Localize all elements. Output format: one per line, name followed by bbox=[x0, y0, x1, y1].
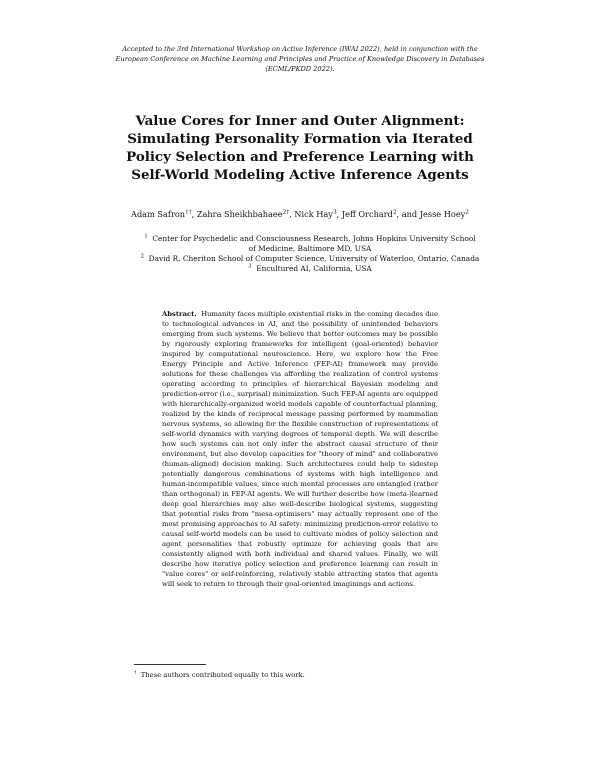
footnote-mark: † bbox=[134, 670, 137, 676]
affiliation-text: Center for Psychedelic and Consciousness Research, Johns Hopkins University School of Medicine, Baltimore MD, USA bbox=[152, 234, 476, 253]
affiliation-list bbox=[140, 234, 480, 274]
author-mark: 2 bbox=[465, 209, 469, 216]
abstract bbox=[162, 309, 438, 589]
paper-title: Value Cores for Inner and Outer Alignment: Simulating Personality Formation via Iterated Policy Selection and Preference Learning with Self-World Modeling Active Inference Agents bbox=[126, 113, 474, 183]
abstract-text: Humanity faces multiple existential risks in the coming decades due to technological advances in AI, and the possibility of unintended behaviors emerging from such systems. We believe that better outcomes may be possible by rigorously exploring frameworks for intelligent (goal-oriented) behavior inspired by computational neuroscience. Here, we explore how the Free Energy Principle and Active Inference (FEP-AI) framework may provide solutions for these challenges via affording the realization of control systems operating according to principles of hierarchical Bayesian modeling and prediction-error (i.e., surprisal) minimization. Such FEP-AI agents are equipped with hierarchically-organized world models capable of counterfactual planning, realized by the kinds of reciprocal message passing performed by mammalian nervous systems, so allowing for the flexible construction of representations of self-world dynamics with varying degrees of temporal depth. We will describe how such systems can not only infer the abstract causal structure of their environment, but also develop capacities for "theory of mind" and collaborative (human-aligned) decision making. Such architectures could help to sidestep potentially dangerous combinations of systems with high intelligence and human-incompatible values, since such mental processes are entangled (rather than orthogonal) in FEP-AI agents. We will further describe how (meta-)learned deep goal hierarchies may also well-describe biological systems, suggesting that potential risks from "mesa-optimisers" may actually represent one of the most promising approaches to AI safety: minimizing prediction-error relative to causal self-world models can be used to cultivate modes of policy selection and agent personalities that robustly optimize for achieving goals that are consistently aligned with both individual and shared values. Finally, we will describe how iterative policy selection and preference learning can result in "value cores" or self-reinforcing, relatively stable attracting states that agents will seek to return to through their goal-oriented imaginings and actions. bbox=[162, 310, 438, 588]
author: Jeff Orchard bbox=[341, 209, 393, 219]
author-separator: , and bbox=[396, 209, 420, 219]
conference-note: Accepted to the 3rd International Workshop on Active Inference (IWAI 2022), held in conjunction with the European Conference on Machine Learning and Principles and Practice of Knowledge Discovery in Databases (ECML/PKDD 2022). bbox=[115, 45, 485, 73]
author-separator: , bbox=[289, 209, 295, 219]
author-list bbox=[130, 208, 470, 220]
affiliation bbox=[140, 234, 480, 254]
author-mark: 3 bbox=[332, 209, 337, 216]
footnote-text: These authors contributed equally to this work. bbox=[140, 671, 305, 679]
footnote-rule bbox=[134, 664, 206, 665]
author: Nick Hay bbox=[294, 209, 333, 219]
author: Zahra Sheikhbahaee bbox=[196, 209, 283, 219]
affiliation-number: 3 bbox=[248, 263, 252, 270]
author: Adam Safron bbox=[131, 209, 186, 219]
abstract-label: Abstract. bbox=[162, 310, 197, 318]
affiliation-text: Encultured AI, California, USA bbox=[256, 264, 372, 273]
author-separator: , bbox=[336, 209, 342, 219]
author-mark: 2 bbox=[392, 209, 397, 216]
author: Jesse Hoey bbox=[419, 209, 466, 219]
affiliation-number: 2 bbox=[140, 253, 144, 260]
author-mark: 2† bbox=[282, 209, 290, 216]
author-mark: 1† bbox=[185, 209, 192, 216]
affiliation bbox=[140, 254, 480, 264]
affiliation-text: David R. Cheriton School of Computer Science, University of Waterloo, Ontario, Canada bbox=[148, 254, 480, 263]
footnote bbox=[134, 670, 305, 680]
affiliation bbox=[140, 264, 480, 274]
author-separator: , bbox=[191, 209, 197, 219]
affiliation-number: 1 bbox=[144, 233, 148, 240]
